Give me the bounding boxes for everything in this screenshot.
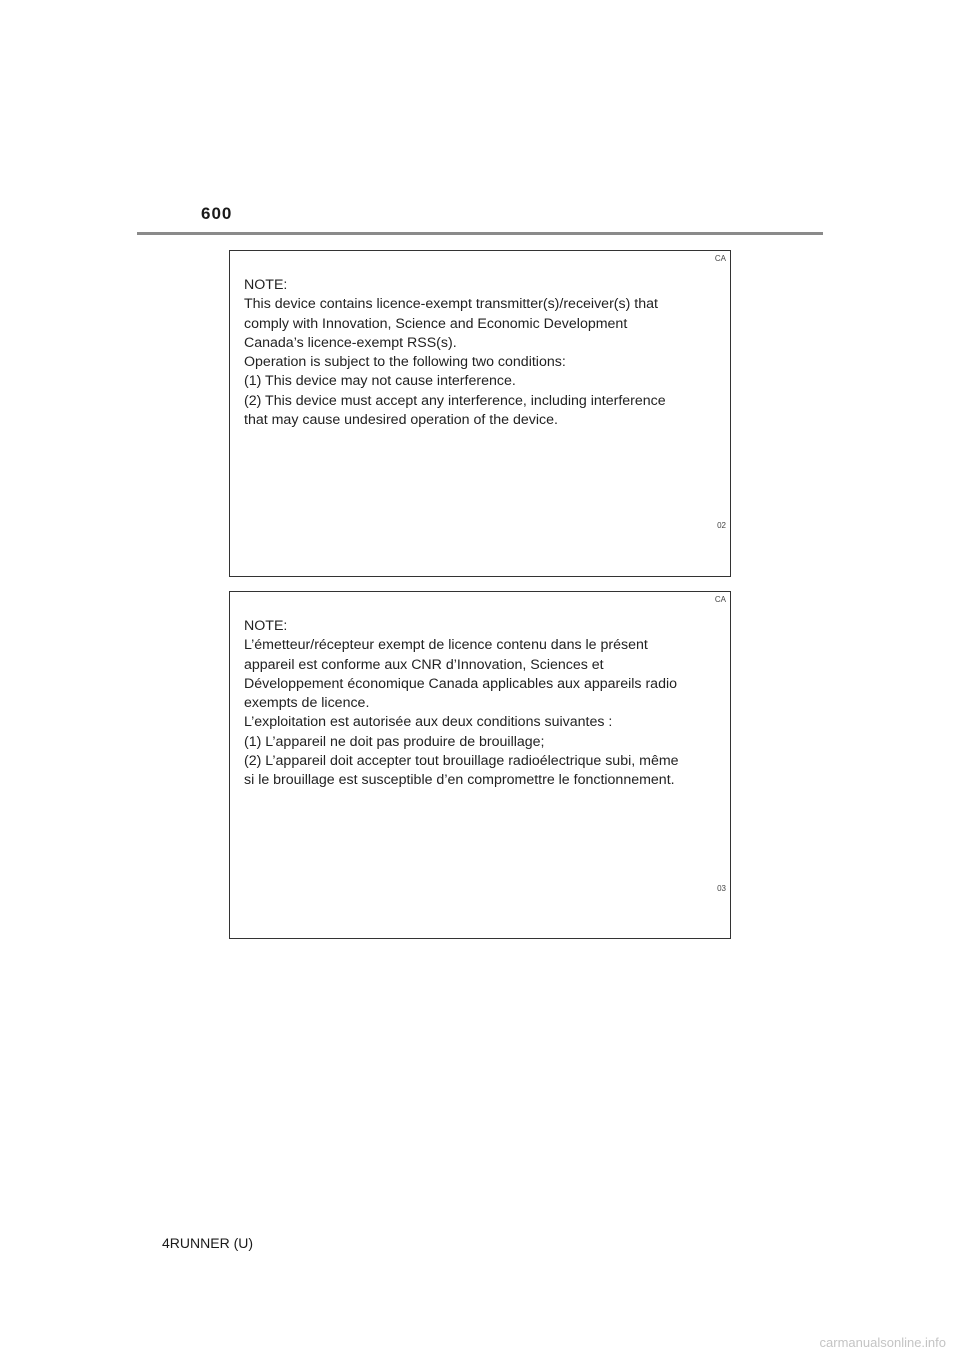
label-line: NOTE:	[244, 277, 288, 293]
label-line: Canada’s licence-exempt RSS(s).	[244, 334, 457, 351]
label-line: This device contains licence-exempt transmitter(s)/receiver(s) that	[244, 296, 658, 313]
label-line: si le brouillage est susceptible d’en compromettre le fonctionnement.	[244, 772, 675, 789]
label-number: 03	[717, 884, 726, 893]
page-number: 600	[201, 204, 233, 223]
label-text-french	[244, 617, 714, 791]
label-text-english	[244, 276, 714, 430]
label-region-code: CA	[714, 254, 726, 263]
regulatory-label-french	[229, 591, 731, 939]
label-line: (2) L’appareil doit accepter tout brouillage radioélectrique subi, même	[244, 753, 679, 770]
header-rule	[137, 232, 823, 235]
label-line: L’émetteur/récepteur exempt de licence contenu dans le présent	[244, 637, 648, 654]
label-line: Operation is subject to the following two conditions:	[244, 354, 566, 371]
label-line: NOTE:	[244, 618, 288, 634]
label-line: comply with Innovation, Science and Economic Development	[244, 315, 628, 332]
label-number: 02	[717, 521, 726, 530]
label-line: that may cause undesired operation of the device.	[244, 412, 558, 429]
label-region-code: CA	[714, 595, 726, 604]
label-line: exempts de licence.	[244, 695, 370, 712]
label-line: appareil est conforme aux CNR d’Innovation, Sciences et	[244, 656, 604, 673]
footer-model-name: 4RUNNER (U)	[162, 1235, 253, 1251]
label-line: (1) L’appareil ne doit pas produire de brouillage;	[244, 733, 545, 750]
label-line: (2) This device must accept any interference, including interference	[244, 392, 666, 409]
label-line: L’exploitation est autorisée aux deux conditions suivantes :	[244, 714, 613, 731]
label-line: Développement économique Canada applicables aux appareils radio	[244, 675, 678, 692]
regulatory-label-english	[229, 250, 731, 577]
label-line: (1) This device may not cause interference.	[244, 373, 516, 390]
watermark: carmanualsonline.info	[819, 1335, 946, 1350]
